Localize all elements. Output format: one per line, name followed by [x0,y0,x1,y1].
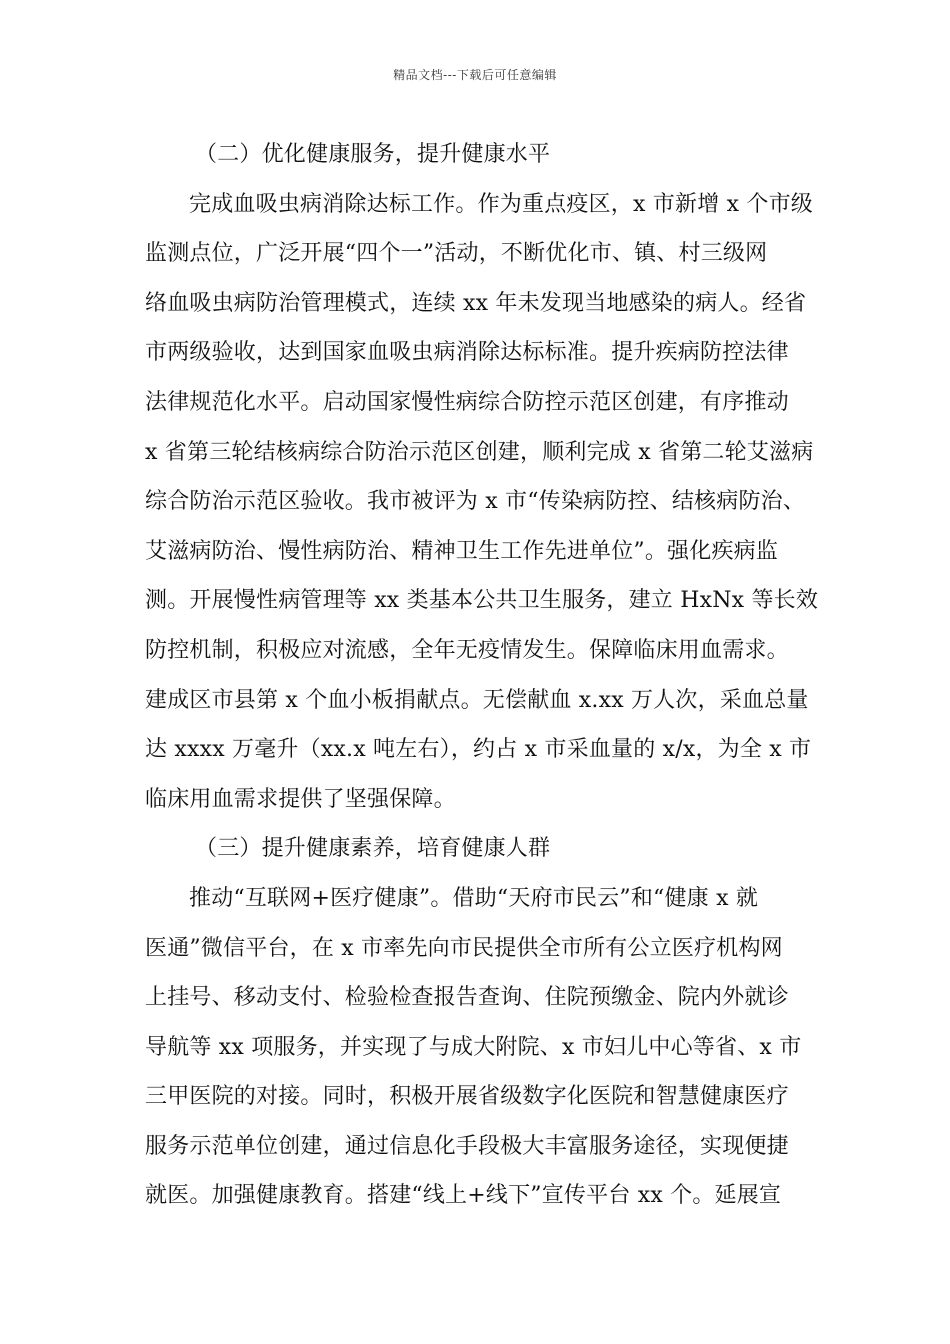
paragraph-line: 法律规范化水平。启动国家慢性病综合防控示范区创建，有序推动 [145,389,789,415]
paragraph-line: 艾滋病防治、慢性病防治、精神卫生工作先进单位”。强化疾病监 [145,538,779,564]
paragraph-line: 医通”微信平台，在 x 市率先向市民提供全市所有公立医疗机构网 [145,935,783,961]
section-heading: （三）提升健康素养，培育健康人群 [195,836,551,862]
paragraph-line: 建成区市县第 x 个血小板捐献点。无偿献血 x.xx 万人次，采血总量 [145,687,809,713]
paragraph-line: 市两级验收，达到国家血吸虫病消除达标标准。提升疾病防控法律 [145,340,789,366]
paragraph-line: 防控机制，积极应对流感，全年无疫情发生。保障临床用血需求。 [145,637,789,663]
paragraph-line: 监测点位，广泛开展“四个一”活动，不断优化市、镇、村三级网 [145,241,768,267]
paragraph-line: 测。开展慢性病管理等 xx 类基本公共卫生服务，建立 HxNx 等长效 [145,588,819,614]
paragraph-line: 服务示范单位创建，通过信息化手段极大丰富服务途径，实现便捷 [145,1133,789,1159]
paragraph-line: 导航等 xx 项服务，并实现了与成大附院、x 市妇儿中心等省、x 市 [145,1034,802,1060]
paragraph-line: 完成血吸虫病消除达标工作。作为重点疫区，x 市新增 x 个市级 [189,191,813,217]
paragraph-line: 达 xxxx 万毫升（xx.x 吨左右），约占 x 市采血量的 x/x，为全 x 市 [145,737,812,763]
paragraph-line: x 省第三轮结核病综合防治示范区创建，顺利完成 x 省第二轮艾滋病 [145,439,814,465]
section-heading: （二）优化健康服务，提升健康水平 [195,142,551,167]
paragraph-line: 综合防治示范区验收。我市被评为 x 市“传染病防控、结核病防治、 [145,489,806,515]
page-header: 精品文档---下载后可任意编辑 [393,68,557,82]
paragraph-line: 临床用血需求提供了坚强保障。 [145,786,456,812]
paragraph-line: 三甲医院的对接。同时，积极开展省级数字化医院和智慧健康医疗 [145,1084,789,1110]
paragraph-line: 上挂号、移动支付、检验检查报告查询、住院预缴金、院内外就诊 [145,985,789,1011]
paragraph-line: 推动“互联网+医疗健康”。借助“天府市民云”和“健康 x 就 [189,885,759,911]
paragraph-line: 就医。加强健康教育。搭建“线上+线下”宣传平台 xx 个。延展宣 [145,1183,782,1209]
document-body [145,130,819,1221]
paragraph-line: 络血吸虫病防治管理模式，连续 xx 年未发现当地感染的病人。经省 [145,290,807,316]
